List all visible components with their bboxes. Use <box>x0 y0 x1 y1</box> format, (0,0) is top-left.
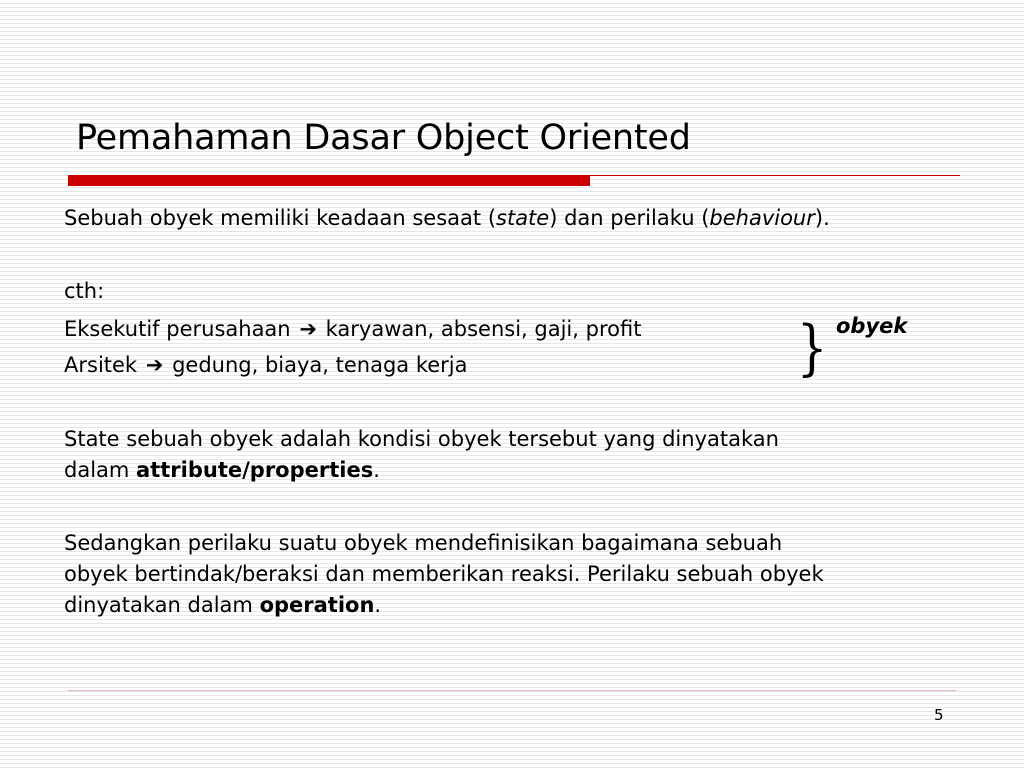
page-number: 5 <box>934 706 944 724</box>
p2-before: dalam <box>64 458 137 482</box>
operation-term: operation <box>259 593 375 617</box>
paragraph-state-behaviour <box>64 203 830 234</box>
paragraph-behaviour-line1: Sedangkan perilaku suatu obyek mendefinisikan bagaimana sebuah <box>64 531 783 555</box>
p1-middle: ) dan perilaku ( <box>549 206 710 230</box>
paragraph-behaviour-line2: obyek bertindak/beraksi dan memberikan reaksi. Perilaku sebuah obyek <box>64 562 824 586</box>
p2-after: . <box>373 458 380 482</box>
paragraph-state-line2 <box>64 455 380 486</box>
title-underline-bar <box>68 175 590 186</box>
brace-label: obyek <box>836 314 908 338</box>
example2-items: gedung, biaya, tenaga kerja <box>172 353 468 377</box>
example1-items: karyawan, absensi, gaji, profit <box>325 317 642 341</box>
example1-subject: Eksekutif perusahaan <box>64 317 291 341</box>
right-brace-icon: } <box>796 313 828 383</box>
p1-after: ). <box>814 206 830 230</box>
paragraph-behaviour-line3 <box>64 590 381 621</box>
state-word: state <box>496 206 550 230</box>
title-underline-rule <box>590 175 960 176</box>
p3-after: . <box>374 593 382 617</box>
attribute-properties-term: attribute/properties <box>136 458 374 482</box>
example2-subject: Arsitek <box>64 353 138 377</box>
p1-before: Sebuah obyek memiliki keadaan sesaat ( <box>64 206 497 230</box>
paragraph-state-line1: State sebuah obyek adalah kondisi obyek tersebut yang dinyatakan <box>64 427 779 451</box>
cth-label: cth: <box>64 279 105 303</box>
arrow-right-icon: ➔ <box>299 317 317 341</box>
example-architect <box>64 350 468 381</box>
arrow-right-icon: ➔ <box>145 353 164 377</box>
p3-before: dinyatakan dalam <box>64 593 260 617</box>
slide-title: Pemahaman Dasar Object Oriented <box>76 118 691 158</box>
behaviour-word: behaviour <box>709 206 815 230</box>
example-executive <box>64 314 641 345</box>
footer-rule <box>68 690 956 691</box>
